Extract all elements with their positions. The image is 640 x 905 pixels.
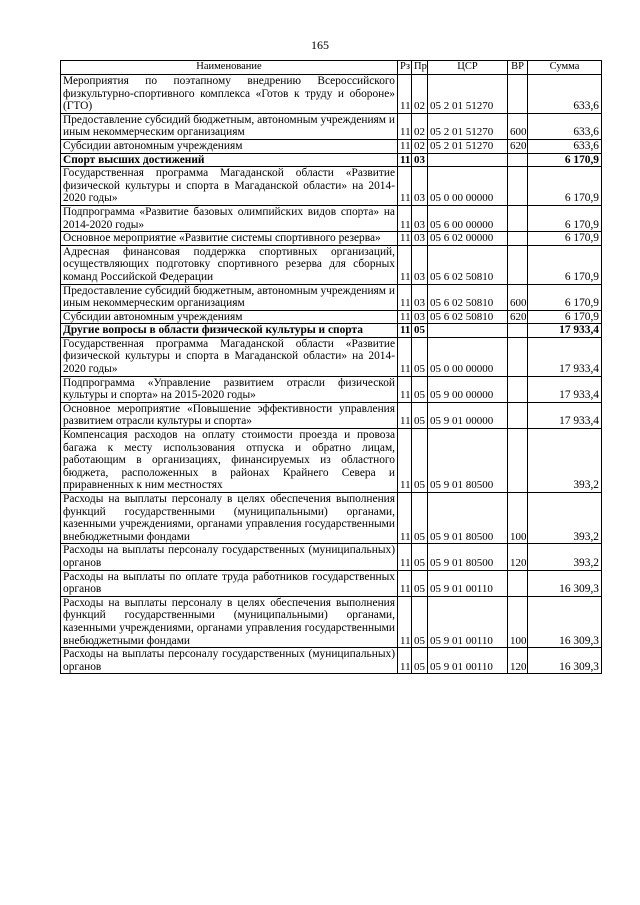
row-pr: 02	[412, 113, 428, 139]
row-sum: 393,2	[528, 544, 602, 570]
row-rz: 11	[398, 648, 412, 674]
row-vr: 620	[508, 310, 528, 324]
row-csr: 05 0 00 00000	[428, 167, 508, 206]
row-sum: 633,6	[528, 113, 602, 139]
row-rz: 11	[398, 429, 412, 493]
table-row	[61, 429, 602, 493]
row-sum: 17 933,4	[528, 337, 602, 376]
row-rz: 11	[398, 205, 412, 231]
row-name: Основное мероприятие «Развитие системы спортивного резерва»	[61, 232, 398, 246]
table-row	[61, 75, 602, 114]
row-vr	[508, 153, 528, 167]
row-rz: 11	[398, 245, 412, 284]
row-sum: 6 170,9	[528, 232, 602, 246]
row-pr: 03	[412, 153, 428, 167]
row-name: Субсидии автономным учреждениям	[61, 310, 398, 324]
table-row	[61, 232, 602, 246]
row-pr: 03	[412, 284, 428, 310]
header-name: Наименование	[61, 61, 398, 75]
table-row	[61, 139, 602, 153]
table-row	[61, 113, 602, 139]
row-csr	[428, 324, 508, 338]
row-vr	[508, 324, 528, 338]
row-rz: 11	[398, 570, 412, 596]
row-vr: 120	[508, 648, 528, 674]
row-pr: 05	[412, 376, 428, 402]
row-name: Расходы на выплаты по оплате труда работников государственных органов	[61, 570, 398, 596]
header-sum: Сумма	[528, 61, 602, 75]
row-csr: 05 6 02 50810	[428, 245, 508, 284]
row-rz: 11	[398, 544, 412, 570]
row-pr: 05	[412, 570, 428, 596]
row-csr: 05 2 01 51270	[428, 113, 508, 139]
row-rz: 11	[398, 139, 412, 153]
row-pr: 02	[412, 75, 428, 114]
row-vr	[508, 245, 528, 284]
row-csr: 05 9 01 00110	[428, 570, 508, 596]
table-row	[61, 324, 602, 338]
table-row	[61, 596, 602, 647]
row-csr: 05 9 01 80500	[428, 429, 508, 493]
page-number: 165	[311, 38, 329, 52]
header-csr: ЦСР	[428, 61, 508, 75]
row-sum: 393,2	[528, 429, 602, 493]
table-row	[61, 245, 602, 284]
row-vr	[508, 75, 528, 114]
row-csr	[428, 153, 508, 167]
row-sum: 6 170,9	[528, 205, 602, 231]
row-name: Расходы на выплаты персоналу в целях обеспечения выполнения функций государственными (муниципальными) органами, казенными учреждениями, органами управления государственными внебюджетными фондами	[61, 493, 398, 544]
table-row	[61, 284, 602, 310]
row-pr: 03	[412, 167, 428, 206]
table-row	[61, 153, 602, 167]
row-vr: 120	[508, 544, 528, 570]
budget-table	[60, 60, 602, 674]
row-csr: 05 9 00 00000	[428, 376, 508, 402]
table-row	[61, 337, 602, 376]
header-pr: Пр	[412, 61, 428, 75]
row-csr: 05 9 01 00110	[428, 596, 508, 647]
table-row	[61, 376, 602, 402]
row-vr: 100	[508, 596, 528, 647]
row-vr	[508, 167, 528, 206]
row-name: Государственная программа Магаданской области «Развитие физической культуры и спорта в Магаданской области» на 2014-2020 годы»	[61, 337, 398, 376]
row-rz: 11	[398, 310, 412, 324]
row-sum: 17 933,4	[528, 324, 602, 338]
row-sum: 16 309,3	[528, 596, 602, 647]
row-vr: 600	[508, 113, 528, 139]
row-sum: 6 170,9	[528, 245, 602, 284]
row-name: Расходы на выплаты персоналу в целях обеспечения выполнения функций государственными (муниципальными) органами, казенными учреждениями, органами управления государственными внебюджетными фондами	[61, 596, 398, 647]
row-pr: 05	[412, 493, 428, 544]
row-pr: 03	[412, 245, 428, 284]
table-row	[61, 310, 602, 324]
row-name: Подпрограмма «Управление развитием отрасли физической культуры и спорта» на 2015-2020 годы»	[61, 376, 398, 402]
row-vr	[508, 429, 528, 493]
row-pr: 03	[412, 205, 428, 231]
row-sum: 633,6	[528, 75, 602, 114]
row-csr: 05 0 00 00000	[428, 337, 508, 376]
row-sum: 6 170,9	[528, 167, 602, 206]
table-row	[61, 402, 602, 428]
row-name: Расходы на выплаты персоналу государственных (муниципальных) органов	[61, 648, 398, 674]
row-csr: 05 6 02 50810	[428, 284, 508, 310]
row-vr: 100	[508, 493, 528, 544]
row-name: Спорт высших достижений	[61, 153, 398, 167]
row-vr	[508, 232, 528, 246]
row-sum: 633,6	[528, 139, 602, 153]
row-csr: 05 2 01 51270	[428, 139, 508, 153]
row-csr: 05 6 02 50810	[428, 310, 508, 324]
row-rz: 11	[398, 167, 412, 206]
row-vr	[508, 376, 528, 402]
row-rz: 11	[398, 402, 412, 428]
row-sum: 16 309,3	[528, 648, 602, 674]
row-name: Предоставление субсидий бюджетным, автономным учреждениям и иным некоммерческим организациям	[61, 113, 398, 139]
row-pr: 03	[412, 310, 428, 324]
row-sum: 16 309,3	[528, 570, 602, 596]
row-name: Мероприятия по поэтапному внедрению Всероссийского физкультурно-спортивного комплекса «Готов к труду и обороне» (ГТО)	[61, 75, 398, 114]
row-rz: 11	[398, 75, 412, 114]
table-row	[61, 544, 602, 570]
table-header-row	[61, 61, 602, 75]
row-rz: 11	[398, 596, 412, 647]
row-rz: 11	[398, 337, 412, 376]
table-row	[61, 167, 602, 206]
row-rz: 11	[398, 232, 412, 246]
row-name: Предоставление субсидий бюджетным, автономным учреждениям и иным некоммерческим организациям	[61, 284, 398, 310]
row-sum: 6 170,9	[528, 153, 602, 167]
row-rz: 11	[398, 324, 412, 338]
row-name: Расходы на выплаты персоналу государственных (муниципальных) органов	[61, 544, 398, 570]
table-row	[61, 493, 602, 544]
row-pr: 05	[412, 324, 428, 338]
row-pr: 03	[412, 232, 428, 246]
row-pr: 05	[412, 596, 428, 647]
row-csr: 05 2 01 51270	[428, 75, 508, 114]
row-name: Основное мероприятие «Повышение эффективности управления развитием отрасли культуры и спорта»	[61, 402, 398, 428]
row-csr: 05 6 00 00000	[428, 205, 508, 231]
table-row	[61, 205, 602, 231]
row-vr	[508, 402, 528, 428]
row-name: Субсидии автономным учреждениям	[61, 139, 398, 153]
row-vr	[508, 570, 528, 596]
row-vr: 600	[508, 284, 528, 310]
row-sum: 17 933,4	[528, 376, 602, 402]
row-pr: 05	[412, 544, 428, 570]
row-csr: 05 6 02 00000	[428, 232, 508, 246]
row-name: Адресная финансовая поддержка спортивных организаций, осуществляющих подготовку спортивного резерва для сборных команд Российской Федерации	[61, 245, 398, 284]
row-name: Государственная программа Магаданской области «Развитие физической культуры и спорта в Магаданской области» на 2014-2020 годы»	[61, 167, 398, 206]
row-csr: 05 9 01 80500	[428, 544, 508, 570]
row-sum: 393,2	[528, 493, 602, 544]
row-rz: 11	[398, 376, 412, 402]
row-pr: 05	[412, 402, 428, 428]
table-row	[61, 648, 602, 674]
row-sum: 17 933,4	[528, 402, 602, 428]
row-csr: 05 9 01 00110	[428, 648, 508, 674]
row-name: Подпрограмма «Развитие базовых олимпийских видов спорта» на 2014-2020 годы»	[61, 205, 398, 231]
row-csr: 05 9 01 80500	[428, 493, 508, 544]
header-vr: ВР	[508, 61, 528, 75]
table-body	[61, 75, 602, 674]
row-pr: 02	[412, 139, 428, 153]
row-name: Компенсация расходов на оплату стоимости проезда и провоза багажа к месту использования отпуска и обратно лицам, работающим в организациях, финансируемых из областного бюджета, расположенных в районах Крайнего Севера и приравненных к ним местностях	[61, 429, 398, 493]
row-rz: 11	[398, 493, 412, 544]
row-csr: 05 9 01 00000	[428, 402, 508, 428]
header-rz: Рз	[398, 61, 412, 75]
row-rz: 11	[398, 153, 412, 167]
row-vr: 620	[508, 139, 528, 153]
row-vr	[508, 205, 528, 231]
row-sum: 6 170,9	[528, 310, 602, 324]
table-row	[61, 570, 602, 596]
row-name: Другие вопросы в области физической культуры и спорта	[61, 324, 398, 338]
row-sum: 6 170,9	[528, 284, 602, 310]
row-pr: 05	[412, 429, 428, 493]
row-rz: 11	[398, 113, 412, 139]
row-rz: 11	[398, 284, 412, 310]
row-pr: 05	[412, 337, 428, 376]
row-pr: 05	[412, 648, 428, 674]
row-vr	[508, 337, 528, 376]
